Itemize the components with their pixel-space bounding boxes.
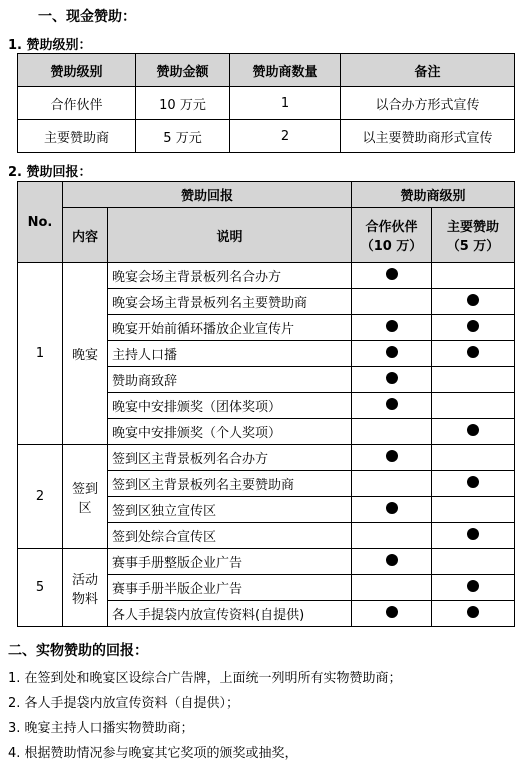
bullet-dot-icon bbox=[386, 606, 398, 618]
bullet-dot-icon bbox=[386, 502, 398, 514]
partner-mark-cell bbox=[352, 497, 432, 523]
partner-mark-cell bbox=[352, 549, 432, 575]
desc-cell: 赞助商致辞 bbox=[108, 367, 352, 393]
partner-mark-cell bbox=[352, 341, 432, 367]
row-number: 5 bbox=[18, 549, 63, 627]
main-mark-cell bbox=[432, 315, 515, 341]
table-header-row bbox=[18, 54, 515, 87]
main-mark-cell bbox=[432, 445, 515, 471]
list-item: 2. 各人手提袋内放宣传资料（自提供）； bbox=[8, 696, 240, 711]
partner-mark-cell bbox=[352, 393, 432, 419]
partner-mark-cell bbox=[352, 471, 432, 497]
count-cell: 1 bbox=[230, 87, 341, 120]
bullet-dot-icon bbox=[386, 554, 398, 566]
bullet-dot-icon bbox=[386, 268, 398, 280]
physical-sponsor-list bbox=[8, 666, 402, 766]
header-level: 赞助级别 bbox=[18, 54, 136, 87]
desc-cell: 签到区独立宣传区 bbox=[108, 497, 352, 523]
header-count: 赞助商数量 bbox=[230, 54, 341, 87]
desc-cell: 赛事手册半版企业广告 bbox=[108, 575, 352, 601]
table-row bbox=[18, 120, 515, 153]
bullet-dot-icon bbox=[467, 424, 479, 436]
desc-cell: 各人手提袋内放宣传资料(自提供) bbox=[108, 601, 352, 627]
amount-cell: 10 万元 bbox=[136, 87, 230, 120]
main-mark-cell bbox=[432, 497, 515, 523]
content-cell: 签到区 bbox=[63, 445, 108, 549]
main-mark-cell bbox=[432, 393, 515, 419]
list-item: 4. 根据赞助情况参与晚宴其它奖项的颁奖或抽奖， bbox=[8, 746, 298, 761]
bullet-dot-icon bbox=[467, 294, 479, 306]
main-mark-cell bbox=[432, 419, 515, 445]
note-cell: 以主要赞助商形式宣传 bbox=[341, 120, 515, 153]
sponsor-level-title: 1. 赞助级别： bbox=[8, 38, 92, 53]
main-mark-cell bbox=[432, 549, 515, 575]
bullet-dot-icon bbox=[467, 606, 479, 618]
note-cell: 以合办方形式宣传 bbox=[341, 87, 515, 120]
header-note: 备注 bbox=[341, 54, 515, 87]
list-item: 1. 在签到处和晚宴区设综合广告牌，上面统一列明所有实物赞助商； bbox=[8, 671, 402, 686]
table-row bbox=[18, 263, 515, 289]
count-cell: 2 bbox=[230, 120, 341, 153]
desc-cell: 晚宴会场主背景板列名合办方 bbox=[108, 263, 352, 289]
desc-cell: 主持人口播 bbox=[108, 341, 352, 367]
partner-mark-cell bbox=[352, 523, 432, 549]
sponsor-level-table bbox=[17, 53, 515, 153]
desc-cell: 签到区主背景板列名合办方 bbox=[108, 445, 352, 471]
level-cell: 主要赞助商 bbox=[18, 120, 136, 153]
desc-cell: 签到区主背景板列名主要赞助商 bbox=[108, 471, 352, 497]
partner-mark-cell bbox=[352, 419, 432, 445]
bullet-dot-icon bbox=[386, 320, 398, 332]
header-desc: 说明 bbox=[108, 208, 352, 263]
desc-cell: 晚宴中安排颁奖（团体奖项） bbox=[108, 393, 352, 419]
bullet-dot-icon bbox=[467, 580, 479, 592]
desc-cell: 签到处综合宣传区 bbox=[108, 523, 352, 549]
partner-mark-cell bbox=[352, 263, 432, 289]
bullet-dot-icon bbox=[467, 528, 479, 540]
bullet-dot-icon bbox=[467, 346, 479, 358]
main-mark-cell bbox=[432, 523, 515, 549]
bullet-dot-icon bbox=[386, 398, 398, 410]
content-cell: 活动物料 bbox=[63, 549, 108, 627]
partner-mark-cell bbox=[352, 575, 432, 601]
desc-cell: 晚宴开始前循环播放企业宣传片 bbox=[108, 315, 352, 341]
header-amount: 赞助金额 bbox=[136, 54, 230, 87]
bullet-dot-icon bbox=[386, 372, 398, 384]
sponsor-return-table bbox=[17, 181, 515, 627]
bullet-dot-icon bbox=[386, 346, 398, 358]
header-return: 赞助回报 bbox=[63, 182, 352, 208]
partner-mark-cell bbox=[352, 315, 432, 341]
list-item: 3. 晚宴主持人口播实物赞助商； bbox=[8, 721, 194, 736]
header-content: 内容 bbox=[63, 208, 108, 263]
bullet-dot-icon bbox=[467, 476, 479, 488]
bullet-dot-icon bbox=[386, 450, 398, 462]
header-no: No. bbox=[18, 182, 63, 263]
amount-cell: 5 万元 bbox=[136, 120, 230, 153]
sponsor-return-title: 2. 赞助回报： bbox=[8, 165, 92, 180]
header-level: 赞助商级别 bbox=[352, 182, 515, 208]
partner-mark-cell bbox=[352, 445, 432, 471]
row-number: 1 bbox=[18, 263, 63, 445]
partner-mark-cell bbox=[352, 601, 432, 627]
bullet-dot-icon bbox=[467, 320, 479, 332]
content-cell: 晚宴 bbox=[63, 263, 108, 445]
desc-cell: 晚宴中安排颁奖（个人奖项） bbox=[108, 419, 352, 445]
main-mark-cell bbox=[432, 575, 515, 601]
main-mark-cell bbox=[432, 601, 515, 627]
table-row bbox=[18, 87, 515, 120]
section1-title: 一、现金赞助： bbox=[38, 9, 136, 25]
table-row bbox=[18, 549, 515, 575]
main-mark-cell bbox=[432, 341, 515, 367]
header-partner: 合作伙伴 （10 万） bbox=[352, 208, 432, 263]
desc-cell: 晚宴会场主背景板列名主要赞助商 bbox=[108, 289, 352, 315]
main-mark-cell bbox=[432, 263, 515, 289]
header-main: 主要赞助 （5 万） bbox=[432, 208, 515, 263]
row-number: 2 bbox=[18, 445, 63, 549]
section2-title: 二、实物赞助的回报： bbox=[8, 643, 148, 659]
table-row bbox=[18, 445, 515, 471]
partner-mark-cell bbox=[352, 289, 432, 315]
desc-cell: 赛事手册整版企业广告 bbox=[108, 549, 352, 575]
partner-mark-cell bbox=[352, 367, 432, 393]
main-mark-cell bbox=[432, 367, 515, 393]
level-cell: 合作伙伴 bbox=[18, 87, 136, 120]
main-mark-cell bbox=[432, 289, 515, 315]
main-mark-cell bbox=[432, 471, 515, 497]
